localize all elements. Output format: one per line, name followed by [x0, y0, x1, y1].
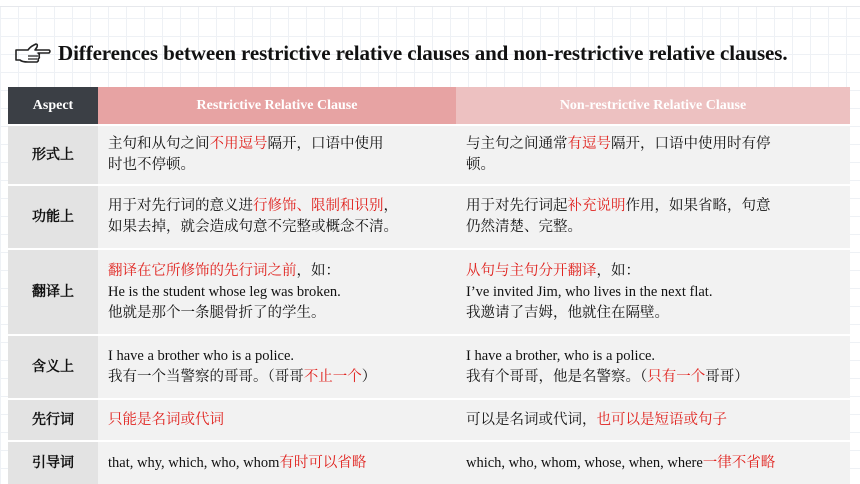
restrictive-cell — [98, 185, 456, 249]
header-nonrestrictive: Non-restrictive Relative Clause — [456, 87, 850, 125]
cell-line — [466, 303, 842, 324]
highlighted-text: 行修饰、限制和识别 — [253, 198, 384, 214]
cell-line — [108, 367, 448, 388]
cell-text: 哥哥） — [705, 369, 749, 385]
highlighted-text: 翻译在它所修饰的先行词之前 — [108, 262, 297, 279]
table-row — [8, 335, 850, 399]
cell-line — [466, 453, 842, 474]
aspect-cell: 功能上 — [8, 185, 98, 249]
nonrestrictive-cell — [456, 335, 850, 399]
cell-line — [108, 282, 448, 303]
restrictive-cell — [98, 399, 456, 441]
pointing-hand-icon — [14, 38, 54, 68]
aspect-cell: 引导词 — [8, 441, 98, 484]
aspect-cell: 先行词 — [8, 399, 98, 441]
title-text: Differences between restrictive relative clauses and non-restrictive relative clauses. — [58, 40, 788, 65]
cell-line — [466, 346, 842, 367]
aspect-cell: 含义上 — [8, 335, 98, 399]
cell-text: ， — [383, 198, 398, 214]
highlighted-text: 从句与主句分开翻译 — [466, 262, 597, 279]
restrictive-cell — [98, 441, 456, 484]
cell-text: 我邀请了吉姆，他就住在隔壁。 — [466, 304, 669, 321]
cell-text: 仍然清楚、完整。 — [466, 219, 582, 235]
cell-line — [108, 261, 448, 282]
cell-text: I have a brother, who is a police. — [466, 348, 656, 364]
cell-line — [466, 261, 842, 282]
nonrestrictive-cell — [456, 399, 850, 441]
restrictive-cell — [98, 335, 456, 399]
cell-text: He is the student whose leg was broken. — [108, 283, 341, 300]
cell-text: which, who, whom, whose, when, where — [466, 454, 703, 471]
nonrestrictive-cell — [456, 441, 850, 484]
header-restrictive: Restrictive Relative Clause — [98, 87, 456, 125]
highlighted-text: 有逗号 — [567, 136, 611, 152]
cell-text: 他就是那个一条腿骨折了的学生。 — [108, 304, 326, 321]
nonrestrictive-cell — [456, 125, 850, 185]
table-header-row — [8, 87, 850, 125]
cell-line — [466, 134, 842, 155]
cell-text: 我有个哥哥，他是名警察。（ — [466, 369, 648, 385]
aspect-cell: 翻译上 — [8, 249, 98, 335]
table-row — [8, 125, 850, 185]
cell-line — [466, 217, 842, 238]
cell-line — [108, 303, 448, 324]
cell-text: 隔开，口语中使用 — [267, 136, 384, 152]
highlighted-text: 一律不省略 — [702, 454, 776, 471]
cell-text: 主句和从句之间 — [108, 136, 210, 152]
cell-line — [466, 282, 842, 303]
highlighted-text: 只有一个 — [647, 369, 706, 385]
cell-text: 用于对先行词的意义进 — [108, 198, 253, 214]
cell-text: I’ve invited Jim, who lives in the next flat. — [466, 283, 713, 300]
comparison-table — [8, 87, 850, 484]
highlighted-text: 只能是名词或代词 — [108, 411, 224, 428]
cell-text: 用于对先行词起 — [466, 198, 568, 214]
cell-text: I have a brother who is a police. — [108, 348, 295, 364]
cell-line — [108, 155, 448, 176]
cell-line — [466, 367, 842, 388]
cell-line — [108, 217, 448, 238]
cell-line — [108, 346, 448, 367]
top-border — [0, 0, 860, 7]
cell-text: 我有一个当警察的哥哥。（哥哥 — [108, 369, 304, 385]
cell-line — [108, 453, 448, 474]
highlighted-text: 补充说明 — [567, 198, 626, 214]
table-row — [8, 399, 850, 441]
slide-title — [14, 36, 788, 70]
cell-text: 顿。 — [466, 157, 495, 173]
table-row — [8, 441, 850, 484]
table-row — [8, 249, 850, 335]
highlighted-text: 也可以是短语或句子 — [596, 411, 727, 428]
highlighted-text: 不止一个 — [303, 369, 362, 385]
restrictive-cell — [98, 125, 456, 185]
cell-text: 时也不停顿。 — [108, 157, 195, 173]
cell-text: 可以是名词或代词， — [466, 411, 597, 428]
header-aspect: Aspect — [8, 87, 98, 125]
cell-line — [466, 155, 842, 176]
cell-text: 如果去掉，就会造成句意不完整或概念不清。 — [108, 219, 398, 235]
cell-text: 隔开，口语中使用时有停 — [611, 136, 771, 152]
nonrestrictive-cell — [456, 185, 850, 249]
highlighted-text: 不用逗号 — [209, 136, 268, 152]
cell-line — [108, 410, 448, 431]
aspect-cell: 形式上 — [8, 125, 98, 185]
cell-line — [108, 196, 448, 217]
cell-text: 与主句之间通常 — [466, 136, 568, 152]
restrictive-cell — [98, 249, 456, 335]
cell-text: ） — [361, 369, 377, 385]
table-row — [8, 185, 850, 249]
highlighted-text: 有时可以省略 — [279, 454, 367, 471]
cell-text: ，如： — [296, 262, 340, 279]
cell-line — [466, 196, 842, 217]
cell-line — [466, 410, 842, 431]
cell-line — [108, 134, 448, 155]
cell-text: that, why, which, who, whom — [108, 454, 280, 471]
cell-text: ，如： — [596, 262, 640, 279]
nonrestrictive-cell — [456, 249, 850, 335]
cell-text: 作用，如果省略，句意 — [625, 198, 771, 214]
